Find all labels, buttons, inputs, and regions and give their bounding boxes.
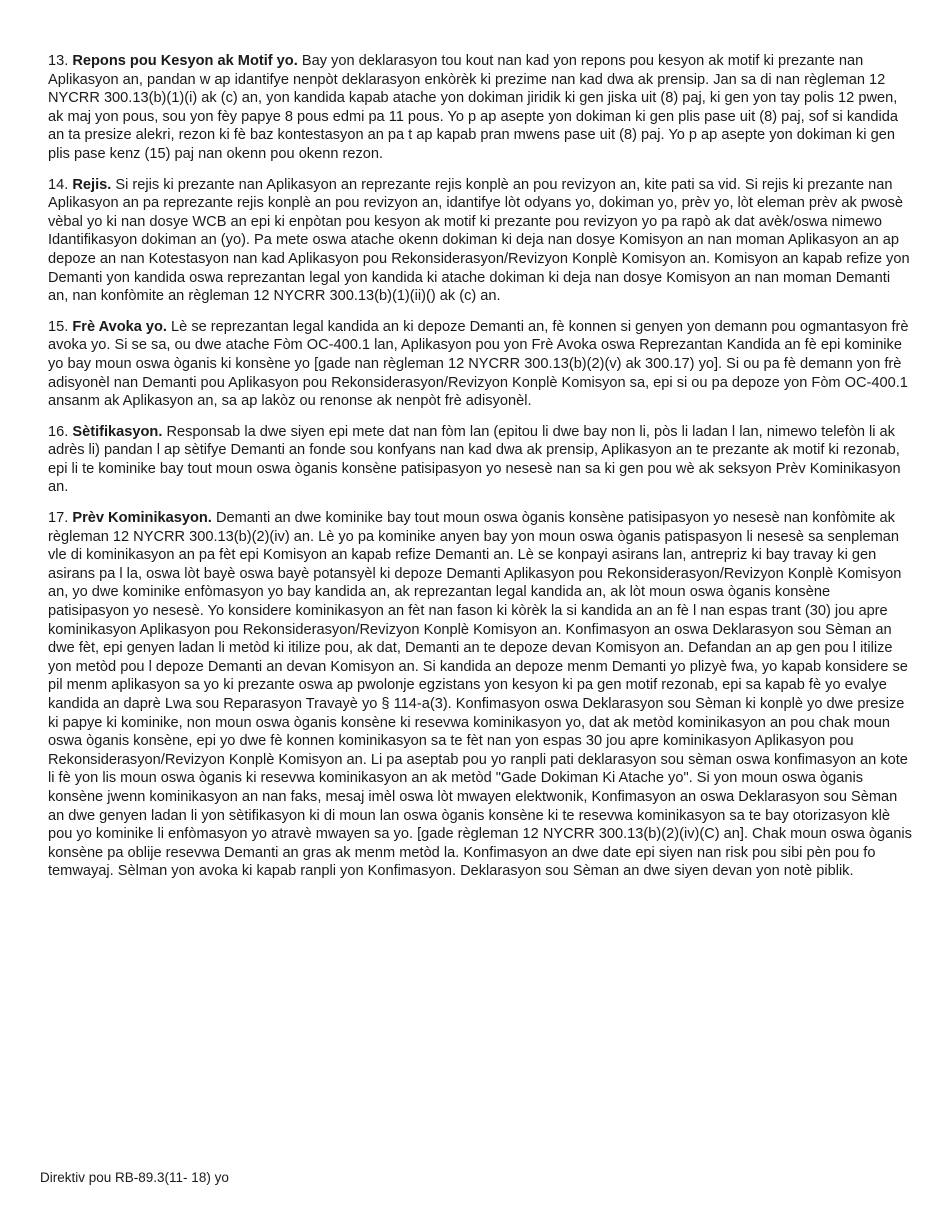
section-number: 16. xyxy=(48,423,69,440)
section-number: 17. xyxy=(48,510,69,527)
section-heading: Rejis. xyxy=(72,176,112,193)
section-16 xyxy=(48,423,914,497)
section-17 xyxy=(48,509,914,881)
section-text: Demanti an dwe kominike bay tout moun oswa òganis konsène patisipasyon yo nesesè nan konfòmite ak règleman 12 NYCRR 300.13(b)(2)(iv) an. Lè yo pa kominike anyen bay yon moun oswa òganis patispasyon li nesesè sa senpleman vle di kominikasyon an pa fèt epi Komisyon an kapab refize Demanti an. Lè se konpayi asirans lan, antrepriz ki bay travay ki gen asirans pa l la, oswa lòt bayè oswa bayè potansyèl ki depoze Demanti Aplikasyon pou Rekonsiderasyon/Revizyon Konplè Komisyon an, yo dwe kominike enfòmasyon yo bay kandida an, ak reprezantan legal kandida an, ak lòt moun oswa òganis konsène patisipasyon yo nesesè. Yo konsidere kominikasyon an fèt nan fason ki kòrèk la si kandida an an fè l nan espas trant (30) jou apre kominikasyon Aplikasyon pou Rekonsiderasyon/Revizyon Konplè Komisyon an. Konfimasyon an oswa Deklarasyon sou Sèman an dwe fèt, epi genyen ladan li metòd ki itilize pou, ak dat, Demanti an te depoze devan Komisyon an. Defandan an ap gen pou l itilize yon metòd pou l depoze Demanti an devan Komisyon an. Si kandida an depoze menm Demanti yo plizyè fwa, yo kapab konsidere se pil menm aplikasyon sa yo ki prezante oswa ap pwolonje egzistans yon kesyon ki pa gen motif rezonab, epi sa kapab fè yo evalye kandida an daprè Lwa sou Reparasyon Travayè yo § 114-a(3). Konfimasyon oswa Deklarasyon sou Sèman ki konplè yo dwe presize ki papye ki kominike, non moun oswa òganis konsène ki resevwa kominikasyon yo, dat ak metòd kominikasyon an pou chak moun oswa òganis konsène, epi yo dwe fè konnen kominikasyon sa te fèt nan yon espas 30 jou apre kominikasyon Aplikasyon pou Rekonsiderasyon/Revizyon Konplè Komisyon an. Li pa aseptab pou yo ranpli pati deklarasyon sou sèman oswa konfimasyon an kote li fè yon lis moun oswa òganis ki resevwa kominikasyon an ak metòd "Gade Dokiman Ki Atache yo". Si yon moun oswa òganis konsène jwenn kominikasyon an nan faks, mesaj imèl oswa lòt mwayen elektwonik, Konfimasyon an oswa Deklarasyon sou Sèman an dwe genyen ladan li yon sètifikasyon ki di moun lan oswa òganis konsène ki te resevwa kominikasyon sa te bay otorizasyon klè pou yo kominike li enfòmasyon yo atravè mwayen sa yo. [gade règleman 12 NYCRR 300.13(b)(2)(iv)(C) an]. Chak moun oswa òganis konsène pa oblije resevwa Demanti an gras ak menm metòd la. Konfimasyon an dwe date epi siyen nan risk pou sibi pèn pou fo temwayaj. Sèlman yon avoka ki kapab ranpli yon Konfimasyon. Deklarasyon sou Sèman an dwe siyen devan yon notè piblik. xyxy=(48,510,912,880)
section-heading: Repons pou Kesyon ak Motif yo. xyxy=(72,53,298,69)
section-number: 13. xyxy=(48,53,69,69)
section-number: 15. xyxy=(48,318,69,335)
section-text: Si rejis ki prezante nan Aplikasyon an reprezante rejis konplè an pou revizyon an, kite pati sa vid. Si rejis ki prezante nan Aplikasyon an pa reprezante rejis konplè an pou revizyon an, idantifye lòt odyans yo, dokiman yo, prèv yo, lòt eleman prèv ak pwosè vèbal yo ki nan dosye WCB an epi ki enpòtan pou kesyon ak motif ki prezante pou revizyon yo pa rapò ak dat avèk/oswa nimewo Idantifikasyon dokiman an (yo). Pa mete oswa atache okenn dokiman ki deja nan dosye Komisyon an nan moman Aplikasyon an ap depoze an nan Kotestasyon nan kad Aplikasyon pou Rekonsiderasyon/Revizyon Konplè Komisyon an. Komisyon an kapab refize yon Demanti yon kandida oswa reprezantan legal yon kandida ki atache dokiman ki deja nan dosye Komisyon an nan moman Demanti an, nan konfòmite an règleman 12 NYCRR 300.13(b)(1)(ii)() ak (c) an. xyxy=(48,176,910,305)
section-heading: Frè Avoka yo. xyxy=(72,318,167,335)
section-15 xyxy=(48,318,914,411)
section-text: Responsab la dwe siyen epi mete dat nan fòm lan (epitou li dwe bay non li, pòs li ladan l lan, nimewo telefòn li ak adrès li) pandan l ap sètifye Demanti an fonde sou konfyans nan kad dwa ak prensip, Aplikasyon an te prezante ak motif ki rezonab, epi li te kominike bay tout moun oswa òganis konsène patisipasyon yo nesesè nan sa ki gen pou wè ak seksyon Prèv Kominikasyon an. xyxy=(48,423,901,496)
section-number: 14. xyxy=(48,176,69,193)
section-14 xyxy=(48,176,914,306)
section-heading: Sètifikasyon. xyxy=(72,423,163,440)
section-13 xyxy=(48,52,914,164)
page-footer: Direktiv pou RB-89.3(11- 18) yo xyxy=(40,1170,229,1185)
section-text: Lè se reprezantan legal kandida an ki depoze Demanti an, fè konnen si genyen yon demann pou ogmantasyon frè avoka yo. Si se sa, ou dwe atache Fòm OC-400.1 lan, Aplikasyon pou yon Frè Avoka oswa Reprezantan Kandida an fè epi kominike yo bay moun oswa òganis ki konsène yo [gade nan règleman 12 NYCRR 300.13(b)(2)(v) ak 300.17) yo]. Si ou pa fè demann yon frè adisyonèl nan Demanti pou Aplikasyon pou Rekonsiderasyon/Revizyon Konplè Komisyon sa, epi si ou pa depoze yon Fòm OC-400.1 ansanm ak Aplikasyon an, sa ap lakòz ou renonse ak nenpòt frè adisyonèl. xyxy=(48,318,909,410)
document-body xyxy=(48,52,914,893)
section-heading: Prèv Kominikasyon. xyxy=(72,510,212,527)
section-text: Bay yon deklarasyon tou kout nan kad yon repons pou kesyon ak motif ki prezante nan Aplikasyon an, pandan w ap idantifye nenpòt deklarasyon enkòrèk ki prezime nan kad dwa ak prensip. Jan sa di nan règleman 12 NYCRR 300.13(b)(1)(i) ak (c) an, yon kandida kapab atache yon dokiman jiridik ki gen jiska uit (8) paj, ki gen yon tay polis 12 pwen, ak maj yon pous, sou yon fèy papye 8 pous edmi pa 11 pous. Yo p ap asepte yon dokiman ki gen plis pase uit (8) paj, sof si kandida an ta presize alekri, rezon ki fè baz kontestasyon an pa t ap kapab pran mwens pase uit (8) paj. Yo p ap asepte yon dokiman ki gen plis pase kenz (15) paj nan okenn pou okenn rezon. xyxy=(48,53,898,162)
